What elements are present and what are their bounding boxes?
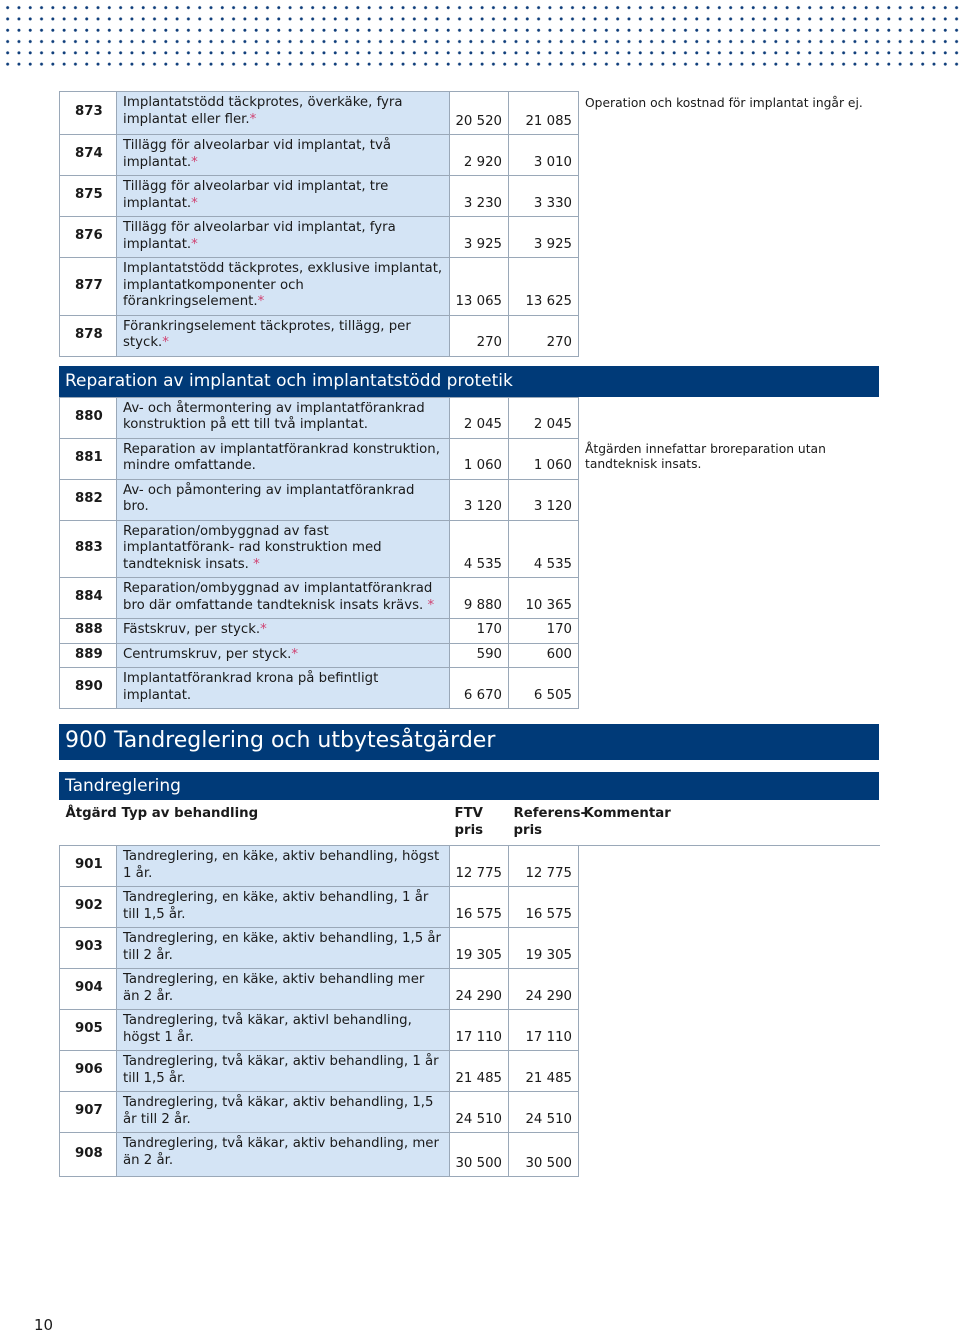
table-row	[60, 643, 880, 668]
description-text: Av- och återmontering av implantatförankrad konstruktion på ett till två implantat.	[123, 400, 425, 432]
code-cell: 881	[60, 438, 117, 479]
reference-price-cell: 3 330	[509, 176, 579, 217]
reference-price-cell: 12 775	[509, 846, 579, 887]
ftv-price-cell: 21 485	[450, 1051, 509, 1092]
ftv-price-cell: 19 305	[450, 928, 509, 969]
code-cell: 907	[60, 1092, 117, 1133]
description-cell	[117, 217, 450, 258]
description-cell	[117, 92, 450, 135]
reference-price-cell: 1 060	[509, 438, 579, 479]
comment-cell	[579, 887, 880, 928]
section-title-orthodontics: Tandreglering	[59, 772, 879, 800]
table-row	[60, 176, 880, 217]
table-header-row	[60, 800, 880, 846]
description-text: Tandreglering, två käkar, aktiv behandling, 1 år till 1,5 år.	[123, 1054, 439, 1086]
description-cell	[117, 619, 450, 644]
description-cell	[117, 846, 450, 887]
ftv-price-cell: 2 920	[450, 135, 509, 176]
comment-cell	[579, 135, 880, 176]
comment-cell	[579, 619, 880, 644]
table-row	[60, 1092, 880, 1133]
comment-cell: Åtgärden innefattar broreparation utan tandteknisk insats.	[579, 438, 880, 479]
description-cell	[117, 479, 450, 520]
reference-price-cell: 19 305	[509, 928, 579, 969]
description-cell	[117, 397, 450, 438]
comment-cell	[579, 479, 880, 520]
comment-cell: Operation och kostnad för implantat ingår ej.	[579, 92, 880, 135]
reference-price-cell: 16 575	[509, 887, 579, 928]
reference-price-cell: 24 290	[509, 969, 579, 1010]
comment-cell	[579, 217, 880, 258]
code-cell: 884	[60, 578, 117, 619]
reference-price-cell: 170	[509, 619, 579, 644]
price-list	[59, 91, 879, 1177]
ftv-price-cell: 590	[450, 643, 509, 668]
ftv-price-cell: 3 230	[450, 176, 509, 217]
description-cell	[117, 135, 450, 176]
code-cell: 889	[60, 643, 117, 668]
code-cell: 901	[60, 846, 117, 887]
description-text: Tandreglering, en käke, aktiv behandling mer än 2 år.	[123, 972, 425, 1004]
table-row	[60, 846, 880, 887]
description-text: Centrumskruv, per styck.	[123, 646, 292, 662]
table-orthodontics	[59, 800, 880, 1177]
comment-cell	[579, 258, 880, 316]
reference-price-cell: 4 535	[509, 520, 579, 578]
code-cell: 908	[60, 1133, 117, 1177]
reference-price-cell: 13 625	[509, 258, 579, 316]
asterisk-mark: *	[191, 236, 198, 252]
chapter-title: 900 Tandreglering och utbytesåtgärder	[59, 724, 879, 760]
description-text: Tillägg för alveolarbar vid implantat, två implantat.	[123, 138, 392, 170]
code-cell: 888	[60, 619, 117, 644]
comment-cell	[579, 176, 880, 217]
comment-cell	[579, 578, 880, 619]
code-cell: 874	[60, 135, 117, 176]
description-cell	[117, 1133, 450, 1177]
table-row	[60, 92, 880, 135]
ftv-price-cell: 12 775	[450, 846, 509, 887]
description-cell	[117, 520, 450, 578]
ftv-price-cell: 30 500	[450, 1133, 509, 1177]
table-row	[60, 520, 880, 578]
description-text: Implantatförankrad krona på befintligt implantat.	[123, 671, 379, 703]
ftv-price-cell: 24 510	[450, 1092, 509, 1133]
dotted-header-pattern	[0, 0, 960, 70]
description-text: Tandreglering, två käkar, aktivl behandling, högst 1 år.	[123, 1013, 412, 1045]
table-row	[60, 397, 880, 438]
ftv-price-cell: 17 110	[450, 1010, 509, 1051]
description-text: Tandreglering, två käkar, aktiv behandling, mer än 2 år.	[123, 1136, 439, 1168]
table-row	[60, 578, 880, 619]
description-cell	[117, 887, 450, 928]
description-text: Tandreglering, en käke, aktiv behandling, högst 1 år.	[123, 849, 440, 881]
description-cell	[117, 578, 450, 619]
ftv-price-cell: 4 535	[450, 520, 509, 578]
code-cell: 905	[60, 1010, 117, 1051]
description-cell	[117, 315, 450, 356]
code-cell: 903	[60, 928, 117, 969]
table-row	[60, 438, 880, 479]
ftv-price-cell: 2 045	[450, 397, 509, 438]
ftv-price-cell: 16 575	[450, 887, 509, 928]
description-text: Förankringselement täckprotes, tillägg, per styck.	[123, 318, 411, 350]
code-cell: 878	[60, 315, 117, 356]
description-cell	[117, 1092, 450, 1133]
description-text: Implantatstödd täckprotes, överkäke, fyra implantat eller fler.	[123, 95, 403, 127]
code-cell: 876	[60, 217, 117, 258]
ftv-price-cell: 270	[450, 315, 509, 356]
asterisk-mark: *	[191, 154, 198, 170]
description-text: Tandreglering, en käke, aktiv behandling, 1 år till 1,5 år.	[123, 890, 429, 922]
description-cell	[117, 258, 450, 316]
description-cell	[117, 1051, 450, 1092]
comment-cell	[579, 315, 880, 356]
description-text: Tillägg för alveolarbar vid implantat, tre implantat.	[123, 179, 389, 211]
table-row	[60, 217, 880, 258]
code-cell: 880	[60, 397, 117, 438]
ftv-price-cell: 24 290	[450, 969, 509, 1010]
asterisk-mark: *	[191, 195, 198, 211]
code-cell: 890	[60, 668, 117, 709]
ftv-price-cell: 6 670	[450, 668, 509, 709]
comment-cell	[579, 1051, 880, 1092]
reference-price-cell: 3 010	[509, 135, 579, 176]
ftv-price-cell: 170	[450, 619, 509, 644]
ftv-price-cell: 3 925	[450, 217, 509, 258]
reference-price-cell: 3 925	[509, 217, 579, 258]
code-cell: 877	[60, 258, 117, 316]
ftv-price-cell: 3 120	[450, 479, 509, 520]
code-cell: 882	[60, 479, 117, 520]
table-row	[60, 928, 880, 969]
description-cell	[117, 643, 450, 668]
comment-cell	[579, 928, 880, 969]
header-description: Typ av behandling	[117, 800, 450, 846]
comment-cell	[579, 643, 880, 668]
reference-price-cell: 30 500	[509, 1133, 579, 1177]
reference-price-cell: 24 510	[509, 1092, 579, 1133]
section-title-repair: Reparation av implantat och implantatstödd protetik	[59, 366, 879, 397]
ftv-price-cell: 1 060	[450, 438, 509, 479]
reference-price-cell: 21 085	[509, 92, 579, 135]
table-row	[60, 1051, 880, 1092]
description-text: Av- och påmontering av implantatförankrad bro.	[123, 482, 415, 514]
comment-cell	[579, 1092, 880, 1133]
page-number: 10	[34, 1316, 54, 1334]
table-row	[60, 969, 880, 1010]
asterisk-mark: *	[248, 556, 260, 572]
table-implant-repair	[59, 397, 880, 710]
description-text: Reparation/ombyggnad av fast implantatförank- rad konstruktion med tandteknisk insats.	[123, 523, 382, 572]
asterisk-mark: *	[162, 335, 169, 350]
header-reference-price: Referens- pris	[509, 800, 579, 846]
reference-price-cell: 2 045	[509, 397, 579, 438]
reference-price-cell: 21 485	[509, 1051, 579, 1092]
table-row	[60, 1010, 880, 1051]
table-row	[60, 887, 880, 928]
reference-price-cell: 600	[509, 643, 579, 668]
code-cell: 904	[60, 969, 117, 1010]
reference-price-cell: 270	[509, 315, 579, 356]
ftv-price-cell: 13 065	[450, 258, 509, 316]
comment-cell	[579, 969, 880, 1010]
table-implant-prosthesis	[59, 91, 880, 357]
ftv-price-cell: 9 880	[450, 578, 509, 619]
table-row	[60, 668, 880, 709]
ftv-price-cell: 20 520	[450, 92, 509, 135]
table-row	[60, 479, 880, 520]
asterisk-mark: *	[249, 111, 257, 127]
table-row	[60, 258, 880, 316]
description-text: Tandreglering, en käke, aktiv behandling, 1,5 år till 2 år.	[123, 931, 442, 963]
asterisk-mark: *	[257, 294, 265, 309]
description-text: Tandreglering, två käkar, aktiv behandling, 1,5 år till 2 år.	[123, 1095, 434, 1127]
header-comment: Kommentar	[579, 800, 880, 846]
comment-cell	[579, 1133, 880, 1177]
asterisk-mark: *	[291, 646, 299, 662]
comment-cell	[579, 668, 880, 709]
asterisk-mark: *	[423, 597, 435, 613]
table-row	[60, 315, 880, 356]
comment-cell	[579, 520, 880, 578]
reference-price-cell: 10 365	[509, 578, 579, 619]
reference-price-cell: 17 110	[509, 1010, 579, 1051]
table-row	[60, 1133, 880, 1177]
header-ftv-price: FTV pris	[450, 800, 509, 846]
code-cell: 873	[60, 92, 117, 135]
comment-cell	[579, 397, 880, 438]
code-cell: 906	[60, 1051, 117, 1092]
description-text: Fästskruv, per styck.	[123, 622, 261, 637]
code-cell: 902	[60, 887, 117, 928]
description-text: Implantatstödd täckprotes, exklusive implantat, implantatkomponenter och förankringselement.	[123, 261, 443, 309]
reference-price-cell: 6 505	[509, 668, 579, 709]
code-cell: 883	[60, 520, 117, 578]
description-text: Tillägg för alveolarbar vid implantat, fyra implantat.	[123, 220, 396, 252]
description-cell	[117, 438, 450, 479]
description-text: Reparation/ombyggnad av implantatförankrad bro där omfattande tandteknisk insats krävs.	[123, 581, 433, 613]
comment-cell	[579, 846, 880, 887]
description-cell	[117, 176, 450, 217]
description-cell	[117, 928, 450, 969]
table-row	[60, 619, 880, 644]
description-cell	[117, 969, 450, 1010]
asterisk-mark: *	[260, 622, 267, 637]
description-cell	[117, 1010, 450, 1051]
description-cell	[117, 668, 450, 709]
table-row	[60, 135, 880, 176]
reference-price-cell: 3 120	[509, 479, 579, 520]
header-code: Åtgärd	[60, 800, 117, 846]
comment-cell	[579, 1010, 880, 1051]
code-cell: 875	[60, 176, 117, 217]
description-text: Reparation av implantatförankrad konstruktion, mindre omfattande.	[123, 441, 440, 473]
